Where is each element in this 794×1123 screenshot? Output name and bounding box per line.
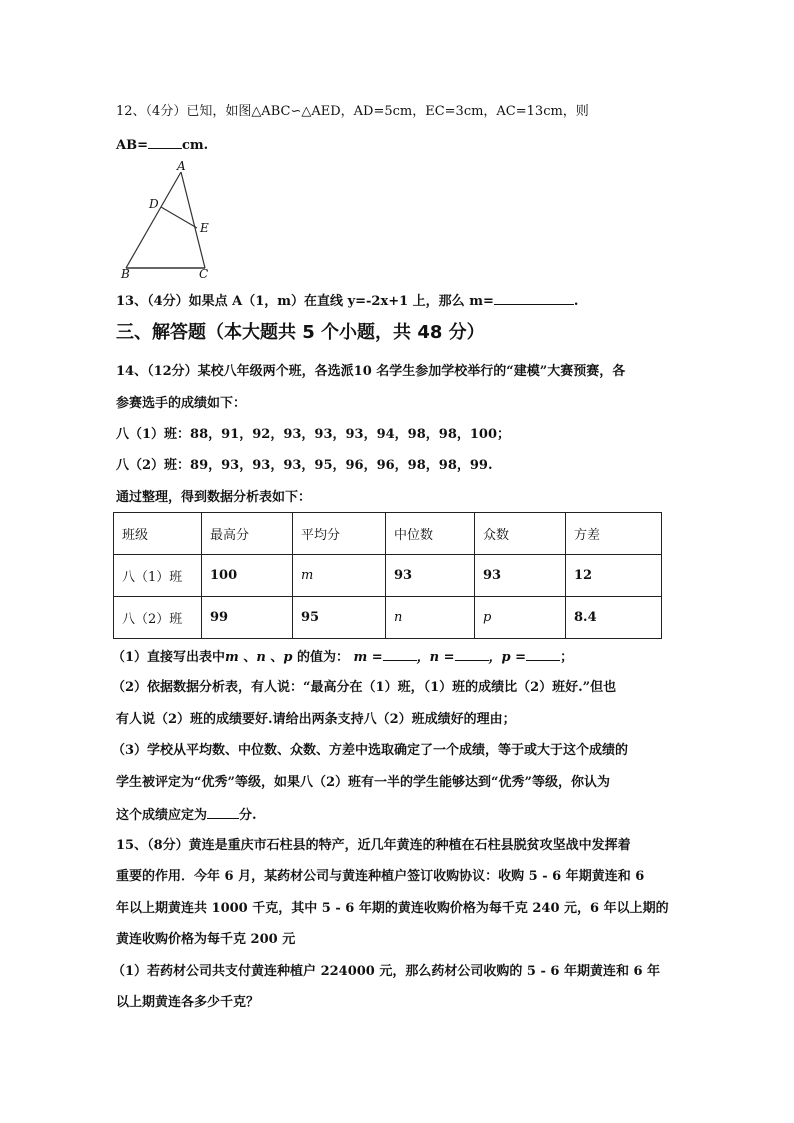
table-cell: 八（2）班 — [114, 597, 202, 639]
table-cell: p — [483, 610, 492, 625]
q14-part3b: 学生被评定为“优秀”等级，如果八（2）班有一半的学生能够达到“优秀”等级，你认为 — [116, 775, 610, 790]
q15-part1b: 以上期黄连各多少千克？ — [116, 995, 260, 1010]
section-heading: 三、解答题（本大题共 5 个小题，共 48 分） — [116, 322, 485, 343]
n-eq: ，n = — [416, 650, 455, 665]
q14-line2: 参赛选手的成绩如下： — [116, 396, 247, 411]
q15-line4: 黄连收购价格为每千克 200 元 — [116, 932, 296, 947]
header-cell: 众数 — [475, 513, 566, 555]
label-e: E — [200, 221, 209, 235]
var-m: m — [225, 650, 239, 665]
answer-blank — [526, 648, 560, 661]
text: 的值为： — [292, 650, 349, 665]
text: ； — [560, 650, 574, 665]
header-cell: 方差 — [566, 513, 662, 555]
table-cell: 8.4 — [566, 597, 662, 639]
table-cell: n — [394, 610, 403, 625]
q12-line1: 12、（4分）已知，如图△ABC∽△AED，AD=5cm，EC=3cm，AC=13cm，则 — [116, 104, 589, 119]
answer-blank — [383, 648, 417, 661]
q15-line2: 重要的作用．今年 6 月，某药材公司与黄连种植户签订收购协议：收购 5 - 6 年期黄连和 6 — [116, 869, 645, 884]
table-cell: 93 — [386, 555, 475, 597]
m-eq: m = — [353, 650, 383, 665]
table-row — [114, 555, 662, 597]
q14-part3a: （3）学校从平均数、中位数、众数、方差中选取确定了一个成绩，等于或大于这个成绩的 — [112, 743, 629, 758]
q14-line5: 通过整理，得到数据分析表如下： — [116, 490, 312, 505]
q14-part2a: （2）依据数据分析表，有人说：“最高分在（1）班，（1）班的成绩比（2）班好.”但也 — [112, 680, 617, 695]
label-b: B — [121, 267, 130, 280]
answer-blank — [207, 806, 239, 819]
side-ab — [126, 172, 181, 268]
text: 分. — [239, 808, 257, 823]
table-cell: 八（1）班 — [114, 555, 202, 597]
table-header-row — [114, 513, 662, 555]
p-eq: ，p = — [488, 650, 527, 665]
table-cell: 100 — [202, 555, 293, 597]
q13-end: . — [573, 294, 579, 309]
q15-part1a: （1）若药材公司共支付黄连种植户 224000 元，那么药材公司收购的 5 - 6 年期黄连和 6 年 — [112, 964, 661, 979]
label-d: D — [149, 197, 159, 211]
table-row — [114, 597, 662, 639]
header-cell: 中位数 — [386, 513, 475, 555]
var-n: n — [256, 650, 266, 665]
label-a: A — [177, 160, 186, 173]
q13 — [116, 292, 578, 310]
q14-part3c — [116, 806, 257, 824]
segment-de — [161, 207, 197, 228]
answer-blank — [148, 136, 182, 149]
table-cell: m — [301, 568, 314, 583]
var-p: p — [283, 650, 293, 665]
q14-part2b: 有人说（2）班的成绩要好.请给出两条支持八（2）班成绩好的理由； — [116, 712, 516, 727]
data-analysis-table — [113, 512, 662, 639]
q12-line2 — [116, 136, 208, 154]
header-cell: 平均分 — [293, 513, 386, 555]
table-cell: 12 — [566, 555, 662, 597]
answer-blank — [455, 648, 489, 661]
q15-line1: 15、（8分）黄连是重庆市石柱县的特产，近几年黄连的种植在石柱县脱贫攻坚战中发挥着 — [116, 838, 631, 853]
side-ac — [181, 172, 205, 268]
header-cell: 班级 — [114, 513, 202, 555]
q13-text: 13、（4分）如果点 A（1，m）在直线 y=-2x+1 上，那么 m= — [116, 294, 494, 309]
text: 、 — [238, 650, 257, 665]
q14-line1: 14、（12分）某校八年级两个班，各选派10 名学生参加学校举行的“建模”大赛预赛，各 — [116, 364, 626, 379]
q14-line4: 八（2）班：89，93，93，93，95，96，96，98，98，99. — [116, 458, 493, 473]
q12-cm: cm. — [181, 138, 209, 153]
text: 这个成绩应定为 — [116, 808, 208, 823]
q14-part1 — [112, 648, 573, 666]
table-cell: 93 — [475, 555, 566, 597]
table-cell: 99 — [202, 597, 293, 639]
q15-line3: 年以上期黄连共 1000 千克，其中 5 - 6 年期的黄连收购价格为每千克 240 元，6 年以上期的 — [116, 901, 669, 916]
text: （1）直接写出表中 — [112, 650, 226, 665]
label-c: C — [199, 267, 209, 280]
header-cell: 最高分 — [202, 513, 293, 555]
table-cell: 95 — [293, 597, 386, 639]
q12-ab: AB= — [116, 138, 148, 153]
triangle-figure — [115, 160, 225, 280]
answer-blank — [494, 292, 574, 305]
text: 、 — [265, 650, 284, 665]
q14-line3: 八（1）班：88，91，92，93，93，93，94，98，98，100； — [116, 427, 510, 442]
